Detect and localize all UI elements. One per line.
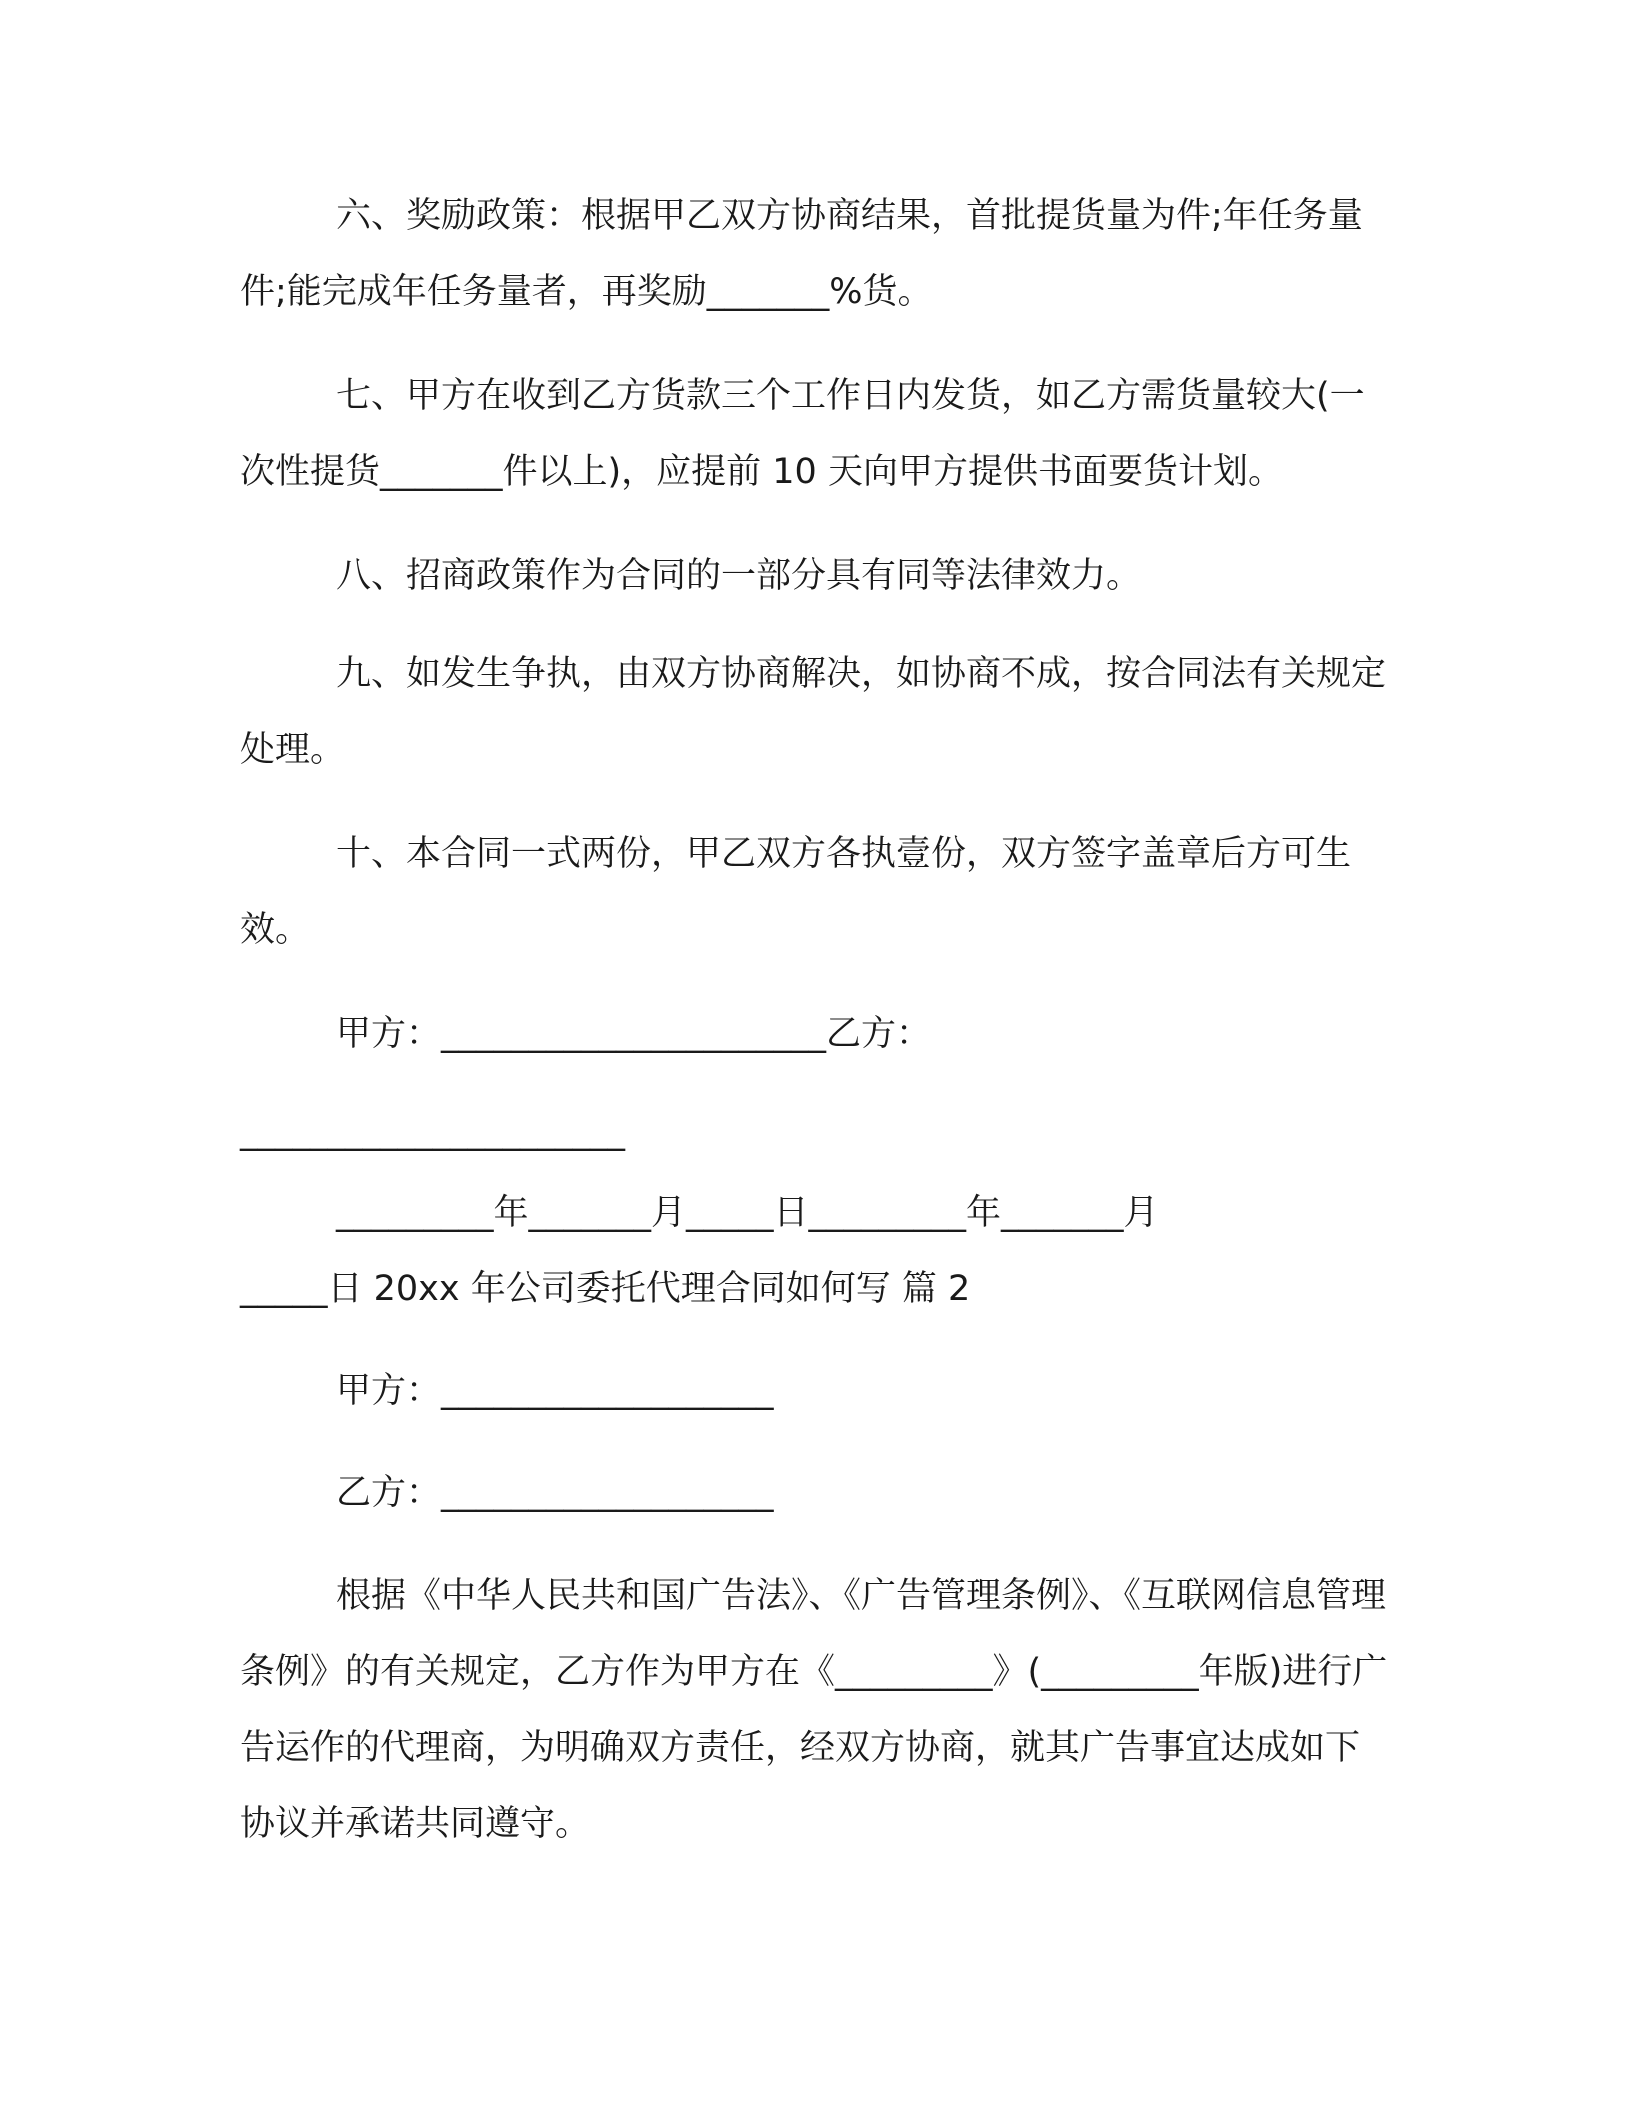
clause-nine: 九、如发生争执，由双方协商解决，如协商不成，按合同法有关规定处理。 (240, 654, 1387, 770)
clause-six: 六、奖励政策：根据甲乙双方协商结果，首批提货量为件;年任务量件;能完成年任务量者，再奖励_______%货。 (240, 196, 1363, 312)
party-a-line: 甲方：___________________ (336, 1371, 774, 1411)
party-b-line: 乙方：___________________ (336, 1473, 774, 1513)
date-line: _________年_______月_____日_________年_______月 (336, 1193, 1159, 1233)
clause-eight: 八、招商政策作为合同的一部分具有同等法律效力。 (336, 556, 1142, 596)
clause-ten: 十、本合同一式两份，甲乙双方各执壹份，双方签字盖章后方可生效。 (240, 834, 1352, 950)
clause-seven: 七、甲方在收到乙方货款三个工作日内发货，如乙方需货量较大(一次性提货_______件以上)，应提前 10 天向甲方提供书面要货计划。 (240, 376, 1365, 492)
agreement-preamble: 根据《中华人民共和国广告法》、《广告管理条例》、《互联网信息管理条例》的有关规定，乙方作为甲方在《_________》(_________年版)进行广告运作的代理商，为明确双方责任，经双方协商，就其广告事宜达成如下协议并承诺共同遵守。 (240, 1576, 1388, 1844)
signature-line-parties: 甲方：______________________乙方： (336, 1014, 932, 1054)
signature-line-party-b-blank: ______________________ (240, 1112, 625, 1152)
date-line-and-title: _____日 20xx 年公司委托代理合同如何写 篇 2 (240, 1269, 971, 1309)
